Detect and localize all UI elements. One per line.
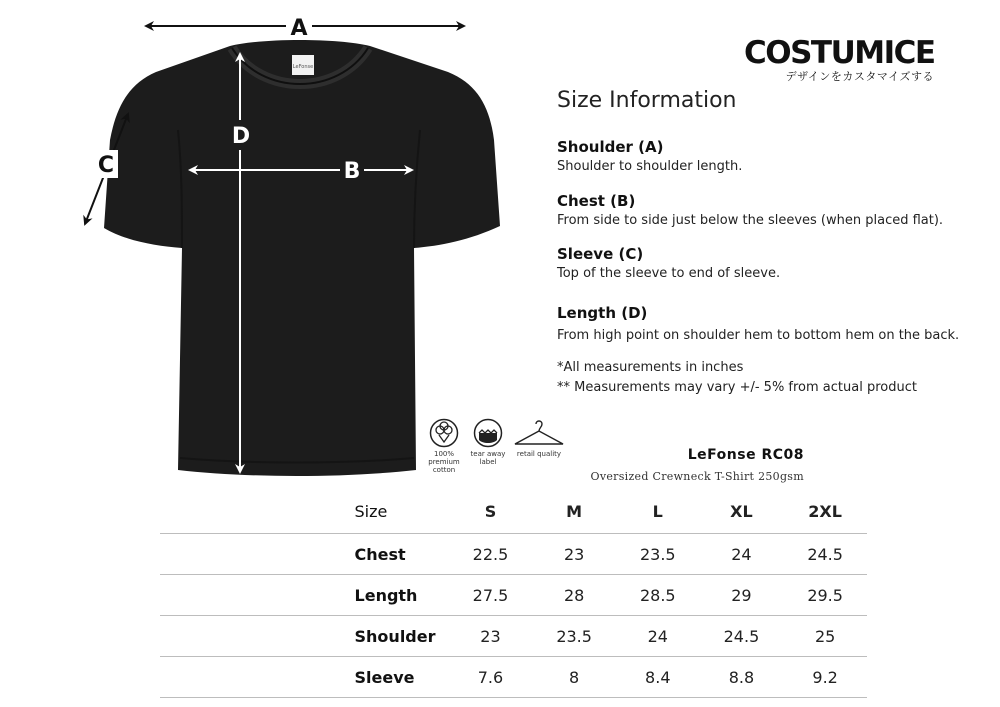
table-cell: 24.5 [783,534,867,575]
section-heading: Sleeve (C) [557,245,644,263]
brand-logo [744,36,934,84]
note-units: *All measurements in inches [557,360,744,375]
table-cell: 23 [449,616,533,657]
section-heading: Shoulder (A) [557,138,664,156]
row-label: Chest [355,534,449,575]
row-label: Shoulder [355,616,449,657]
table-cell: 24 [616,616,700,657]
size-column-xl: XL [700,490,784,534]
row-label: Length [355,575,449,616]
section-heading: Length (D) [557,304,648,322]
svg-text:LeFonse: LeFonse [292,64,314,70]
section-description: Top of the sleeve to end of sleeve. [557,266,781,281]
section-description: From side to side just below the sleeves (when placed flat). [557,213,944,228]
table-cell: 8 [532,657,616,698]
size-header-label: Size [355,490,449,534]
section-heading: Chest (B) [557,192,636,210]
product-name: LeFonse RC08 [687,447,804,463]
feature-cotton: 100% premium cotton [424,418,464,474]
section-sleeve [557,245,780,281]
table-row [160,575,867,616]
brand-tagline: デザインをカスタマイズする [785,70,934,83]
note-variance: ** Measurements may vary +/- 5% from actual product [557,380,917,395]
table-cell: 28.5 [616,575,700,616]
table-cell: 29 [700,575,784,616]
table-cell: 8.8 [700,657,784,698]
label-d: D [231,124,251,149]
tshirt-diagram [0,0,520,490]
table-cell: 22.5 [449,534,533,575]
feature-tear-away-label: tear away label [468,418,508,466]
table-cell: 25 [783,616,867,657]
table-cell: 24 [700,534,784,575]
table-row [160,616,867,657]
hanger-icon [511,418,567,448]
feature-retail-quality: retail quality [510,418,568,458]
section-length [557,304,959,343]
size-info-title: Size Information [557,88,737,113]
label-a: A [290,16,308,41]
section-chest [557,192,943,228]
size-column-2xl: 2XL [783,490,867,534]
table-cell: 8.4 [616,657,700,698]
table-cell: 23.5 [532,616,616,657]
table-cell: 23 [532,534,616,575]
table-cell: 7.6 [449,657,533,698]
tear-away-label-icon [473,418,503,448]
table-cell: 23.5 [616,534,700,575]
section-description: Shoulder to shoulder length. [557,159,743,174]
table-cell: 27.5 [449,575,533,616]
table-cell: 24.5 [700,616,784,657]
table-cell: 29.5 [783,575,867,616]
label-b: B [343,159,361,184]
size-column-s: S [449,490,533,534]
table-cell: 28 [532,575,616,616]
table-row [160,534,867,575]
size-column-l: L [616,490,700,534]
cotton-icon [429,418,459,448]
product-subtitle: Oversized Crewneck T-Shirt 250gsm [590,470,804,483]
table-header-row [160,490,867,534]
section-shoulder [557,138,742,174]
size-chart-table [160,490,867,698]
row-label: Sleeve [355,657,449,698]
table-cell: 9.2 [783,657,867,698]
tshirt-silhouette [104,40,500,476]
brand-name: COSTUMICE [744,35,935,71]
size-column-m: M [532,490,616,534]
section-description: From high point on shoulder hem to bottom hem on the back. [557,328,960,343]
label-c: C [97,153,115,178]
table-row [160,657,867,698]
